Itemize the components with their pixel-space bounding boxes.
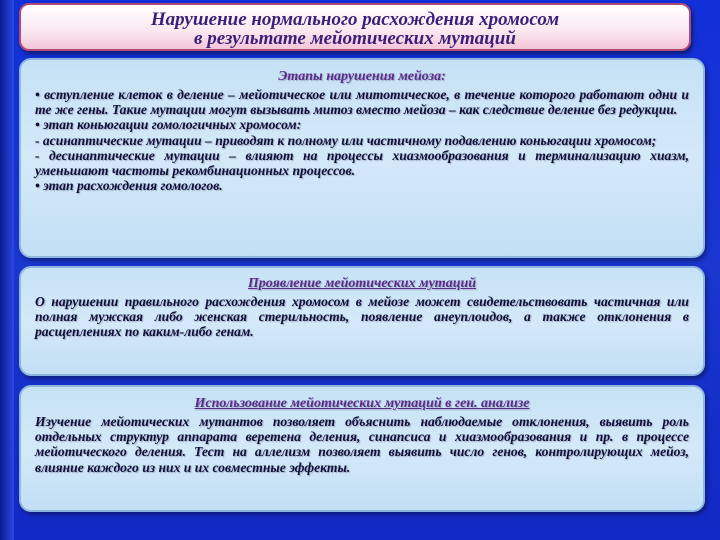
stages-heading: Этапы нарушения мейоза: — [278, 69, 446, 84]
slide-title-box — [19, 3, 691, 51]
stages-item-segregation: • этап расхождения гомологов. — [35, 178, 223, 194]
stages-item-conjugation: • этап коньюгации гомологичных хромосом: — [35, 117, 302, 133]
manifestation-text: О нарушении правильного расхождения хромосом в мейозе может свидетельствовать частичная или полная мужская либо женская стерильность, появление анеуплоидов, а также отклонения в расщеплениях по каким-либо генам. — [35, 294, 689, 340]
slide-title-line-2: в результате мейотических мутаций — [194, 28, 516, 49]
stages-item-desynaptic: - десинаптические мутации – влияют на процессы хиазмообразования и терминализацию хиазм, уменьшают частоты рекомбинационных процессов. — [35, 147, 689, 179]
stages-panel — [19, 58, 705, 258]
stages-item-entry: • вступление клеток в деление – мейотическое или митотическое, в течение которого работают одни и те же гены. Такие мутации могут вызывать митоз вместо мейоза – как следствие деление без редукции. — [35, 87, 689, 118]
manifestation-panel — [19, 266, 705, 376]
left-decorative-stripe — [0, 0, 14, 540]
stages-item-asynaptic: - асинаптические мутации – приводят к полному или частичному подавлению коньюгации хромосом; — [35, 132, 657, 148]
usage-panel — [19, 385, 705, 512]
slide-title-line-1: Нарушение нормального расхождения хромосом — [150, 9, 560, 30]
usage-text: Изучение мейотических мутантов позволяет объяснить наблюдаемые отклонения, выявить роль отдельных структур аппарата веретена деления, синапсиса и хиазмообразования и пр. в процессе мейотического деления. Тест на аллелизм позволяет выявить число генов, контролирующих мейоз, влияние каждого из них и их совместные эффекты. — [35, 414, 689, 475]
usage-heading: Использование мейотических мутаций в ген. анализе — [194, 396, 530, 411]
manifestation-heading: Проявление мейотических мутаций — [247, 276, 477, 291]
